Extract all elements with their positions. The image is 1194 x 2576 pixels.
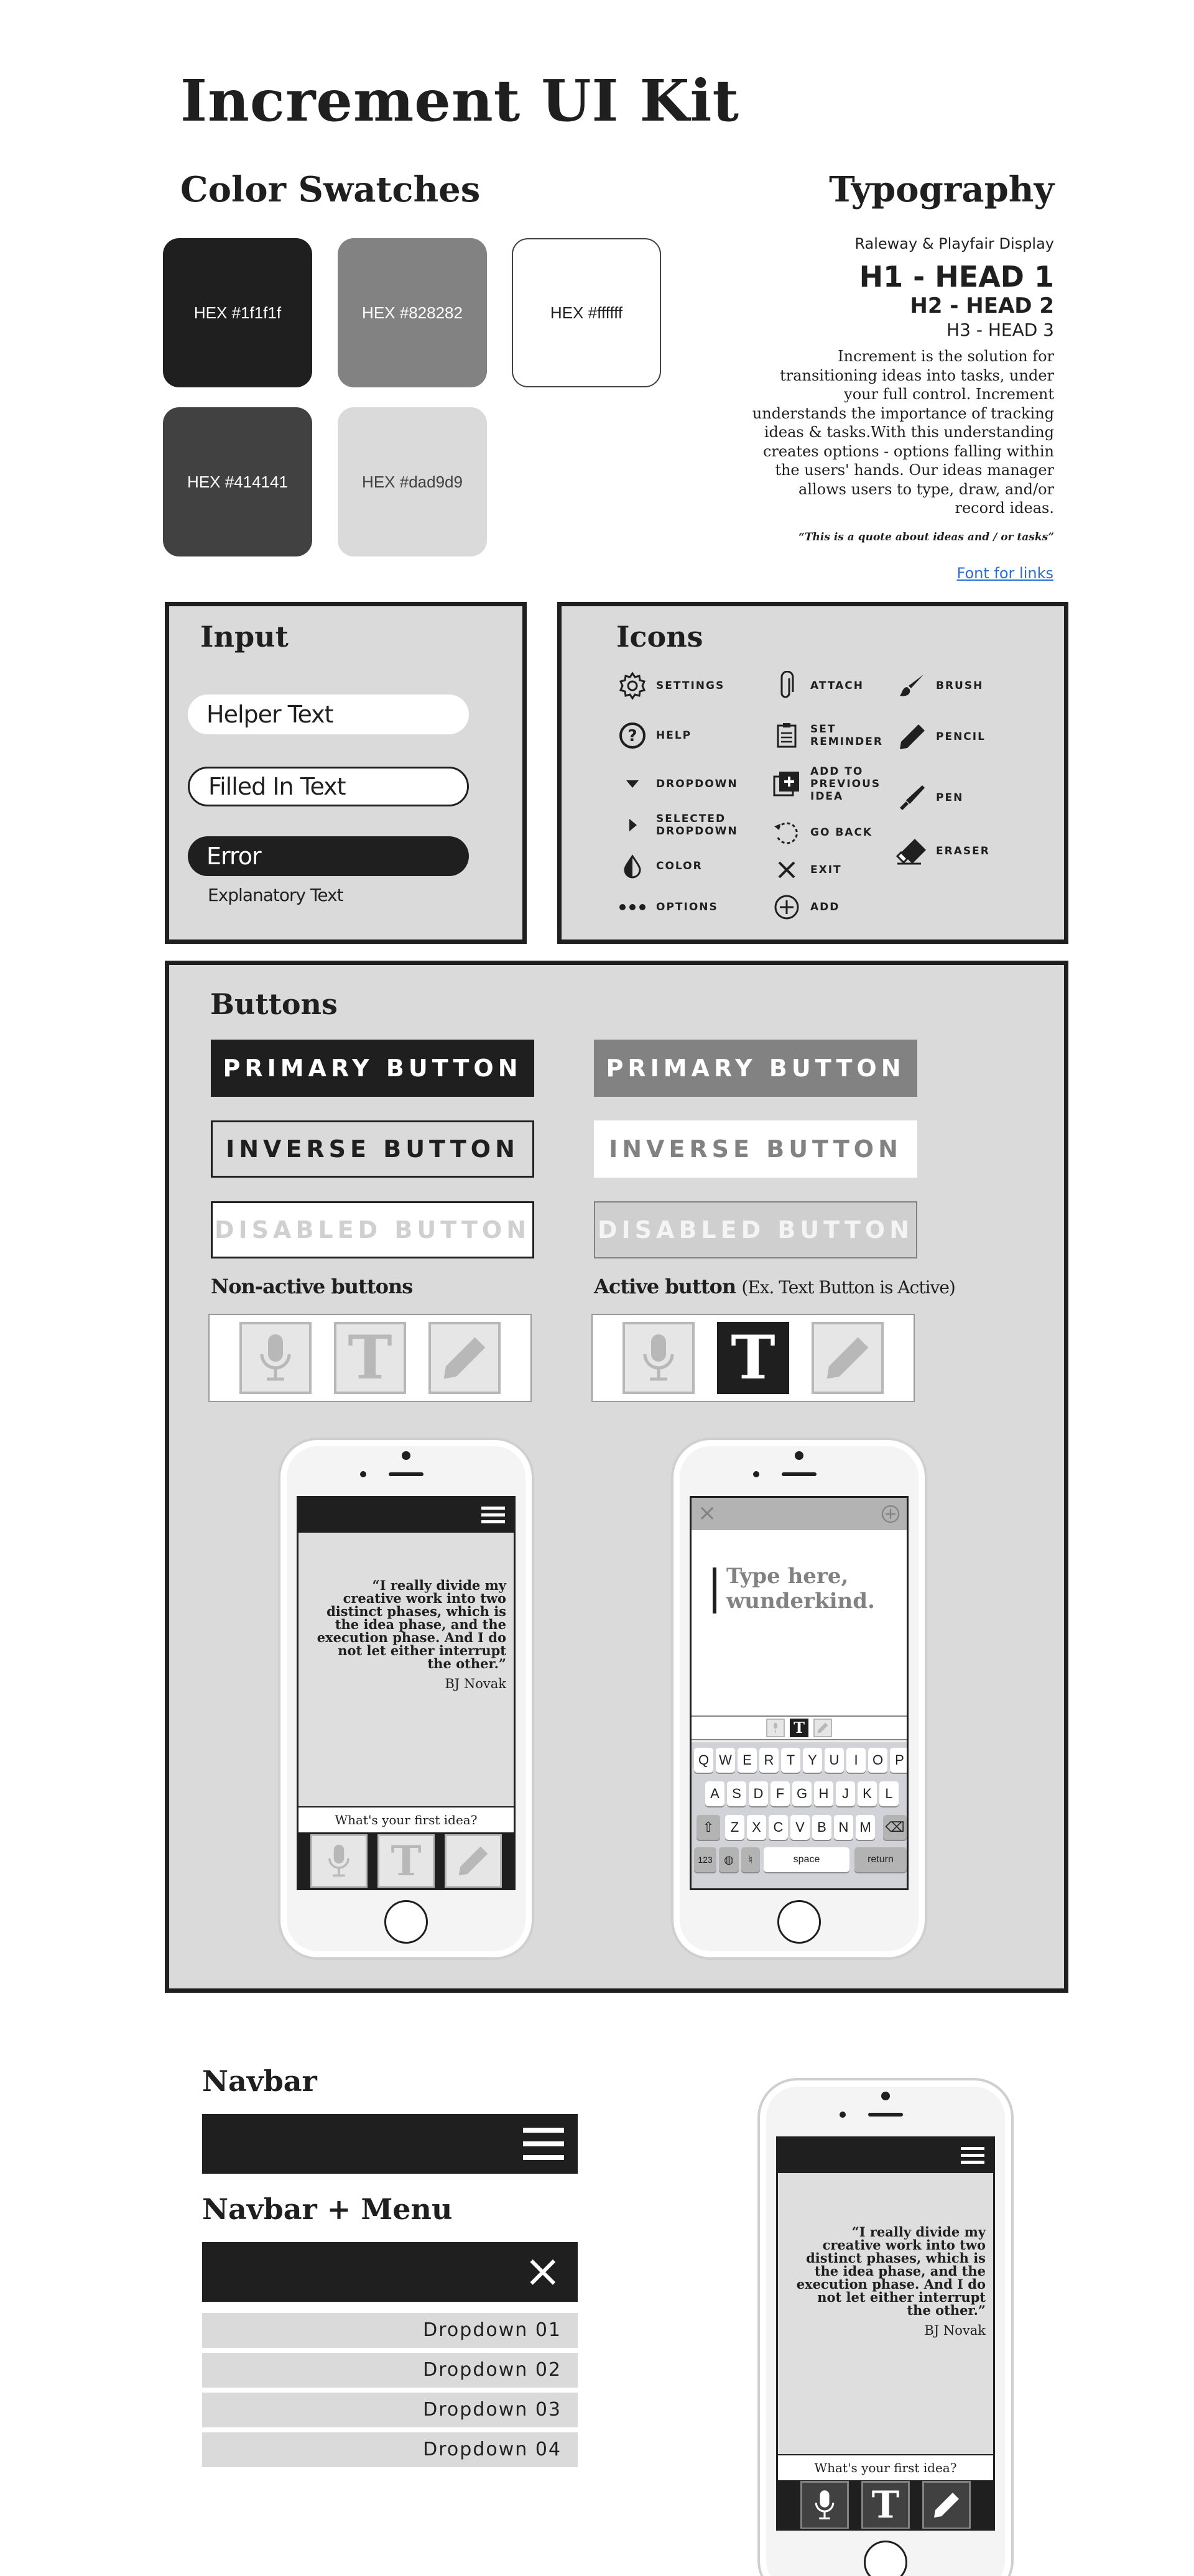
helper-text-input[interactable] [188,695,469,734]
quote-line: execution phase. And I do [796,2276,986,2292]
quote-line: the other.” [907,2302,986,2318]
icons-column-3 [895,668,990,869]
editor-placeholder[interactable] [726,1564,875,1613]
navbar-open [202,2242,578,2302]
draw-tool-button[interactable] [445,1834,502,1888]
icon-item [895,719,990,754]
text-tool-glyph: T [794,1719,805,1737]
draw-tool-button[interactable] [813,1719,832,1737]
phone-home-button[interactable] [384,1900,428,1944]
editor-tool-strip [692,1715,907,1740]
phone-tool-bar [778,2481,993,2529]
selected-dropdown-label: SELECTED DROPDOWN [656,813,738,838]
quote-author: BJ Novak [445,1676,506,1691]
selected-dropdown-icon[interactable] [615,808,650,843]
on-screen-keyboard [692,1742,907,1888]
navbar [202,2114,578,2174]
h1-sample: H1 - HEAD 1 [859,260,1054,293]
icon-item [895,668,990,703]
icon-item [615,718,738,753]
phone-speaker [782,1472,817,1476]
quote-line: execution phase. And I do [317,1630,506,1645]
shift-key[interactable]: ⇧ [696,1815,720,1840]
phone-camera [795,1451,803,1460]
quote-line: the idea phase, and the [814,2263,986,2279]
return-key[interactable]: return [854,1847,907,1872]
pen-label: PEN [936,792,964,804]
key-w[interactable]: W [716,1748,735,1773]
exit-icon[interactable] [769,852,804,887]
key-r[interactable]: R [759,1748,779,1773]
hamburger-icon[interactable] [961,2147,984,2164]
quote-line: distinct phases, which is [326,1604,506,1619]
disabled-button: DISABLED BUTTON [211,1201,534,1258]
active-note: (Ex. Text Button is Active) [741,1277,955,1298]
icon-item [769,852,883,887]
backspace-key[interactable]: ⌫ [883,1815,907,1840]
gear-icon[interactable] [615,668,650,703]
icon-item [615,808,738,843]
key-b[interactable]: B [812,1815,831,1840]
text-cursor [713,1567,716,1613]
quote-line: creative work into two [343,1590,506,1606]
draw-tool-button[interactable] [922,2481,971,2529]
quote-line: the idea phase, and the [335,1617,506,1632]
body-line: record ideas. [955,499,1054,517]
inverse-button[interactable]: INVERSE BUTTON [211,1120,534,1178]
text-tool-button-active[interactable] [790,1719,808,1737]
key-u[interactable]: U [825,1748,844,1773]
icon-item [615,767,738,801]
error-input[interactable] [188,836,469,876]
icon-item [615,890,738,925]
hamburger-icon[interactable] [481,1507,505,1524]
quote-text [797,2225,986,2337]
body-line: Increment is the solution for [838,348,1054,365]
key-l[interactable]: L [879,1781,899,1806]
idea-prompt[interactable]: What's your first idea? [778,2454,993,2481]
icon-item [769,890,883,925]
h3-sample: H3 - HEAD 3 [946,320,1054,340]
add-previous-icon[interactable] [769,767,804,801]
mic-key-icon[interactable]: ♮ [741,1847,760,1872]
icons-heading: Icons [616,620,703,653]
error-text: Error [206,843,261,870]
editor-toolbar [692,1498,907,1530]
active-label: Active button [594,1275,736,1298]
phone-screen [690,1496,909,1890]
primary-button[interactable]: PRIMARY BUTTON [211,1040,534,1097]
icon-item [769,815,883,850]
reminder-label: SET REMINDER [810,723,883,748]
icons-column-2 [769,668,883,925]
h2-sample: H2 - HEAD 2 [910,293,1054,318]
phone-camera [881,2092,890,2100]
text-tool-button-active[interactable] [717,1322,789,1394]
text-tool-glyph: T [731,1323,775,1393]
helper-text: Helper Text [206,701,333,728]
dropdown-item[interactable]: Dropdown 04 [202,2432,578,2467]
placeholder-line: Type here, [726,1564,849,1589]
key-y[interactable]: Y [803,1748,822,1773]
icon-item [769,668,883,703]
swatch-dadada: HEX #dad9d9 [338,407,487,556]
navbar [298,1498,514,1533]
key-p[interactable]: P [890,1748,909,1773]
mic-tool-button[interactable] [310,1834,368,1888]
key-a[interactable]: A [705,1781,724,1806]
phone-tool-bar [298,1834,514,1888]
draw-tool-button[interactable] [428,1322,501,1394]
text-tool-glyph: T [348,1323,392,1393]
disabled-button-alt: DISABLED BUTTON [594,1201,917,1258]
navbar-menu-heading: Navbar + Menu [202,2192,453,2226]
body-line: creates options - options falling within [762,442,1054,460]
quote-text [317,1579,506,1691]
nonactive-label: Non-active buttons [211,1275,413,1298]
quote-line: distinct phases, which is [806,2250,986,2266]
body-line: ideas & tasks.With this understanding [764,423,1054,441]
active-label-group [594,1275,955,1298]
key-z[interactable]: Z [725,1815,744,1840]
phone-speaker [389,1472,423,1476]
key-n[interactable]: N [834,1815,853,1840]
font-pair-label: Raleway & Playfair Display [854,235,1054,252]
icon-item [615,668,738,703]
key-f[interactable]: F [771,1781,790,1806]
key-h[interactable]: H [814,1781,833,1806]
explanatory-text: Explanatory Text [208,885,343,905]
key-e[interactable]: E [738,1748,757,1773]
text-tool-button[interactable] [334,1322,406,1394]
paperclip-icon[interactable] [769,668,804,703]
nonactive-tool-strip [208,1314,532,1402]
color-icon[interactable] [615,849,650,884]
body-line: your full control. Increment [844,385,1054,403]
input-panel [165,602,527,944]
text-tool-glyph: T [871,2483,900,2527]
draw-tool-button[interactable] [812,1322,884,1394]
add-previous-label: ADD TO PREVIOUS IDEA [810,765,881,803]
body-line: transitioning ideas into tasks, under [780,366,1054,384]
phone-editor-mockup [671,1438,927,1960]
key-x[interactable]: X [747,1815,766,1840]
color-swatches-heading: Color Swatches [180,169,481,210]
key-g[interactable]: G [792,1781,812,1806]
body-line: understands the importance of tracking [752,404,1054,422]
quote-line: “I really divide my [372,1577,506,1593]
close-icon[interactable]: × [524,2245,562,2297]
dropdown-item[interactable]: Dropdown 02 [202,2353,578,2388]
options-label: OPTIONS [656,901,718,913]
phone-sensor [840,2112,846,2118]
quote-line: “I really divide my [851,2224,986,2240]
input-heading: Input [200,620,289,653]
settings-label: SETTINGS [656,680,725,692]
swatch-ffffff: HEX #ffffff [512,238,661,387]
text-tool-glyph: T [391,1837,422,1885]
pen-icon[interactable] [895,780,930,815]
svg-text:?: ? [627,727,637,746]
buttons-heading: Buttons [210,987,338,1021]
help-icon[interactable] [615,718,650,753]
brush-label: BRUSH [936,680,984,692]
dropdown-item[interactable]: Dropdown 01 [202,2313,578,2348]
dropdown-icon[interactable] [615,767,650,801]
hamburger-icon[interactable] [523,2128,564,2160]
text-tool-button[interactable] [861,2481,910,2529]
numbers-key[interactable]: 123 [694,1847,716,1872]
dropdown-label: DROPDOWN [656,778,738,790]
phone-home-button[interactable] [864,2541,907,2576]
phone-navbar-mockup [757,2078,1014,2576]
link-sample[interactable]: Font for links [956,565,1053,582]
icon-item [615,849,738,884]
eraser-label: ERASER [936,845,990,857]
help-label: HELP [656,729,692,742]
key-s[interactable]: S [727,1781,746,1806]
body-line: allows users to type, draw, and/or [798,480,1054,498]
go-back-icon[interactable] [769,815,804,850]
phone-home-button[interactable] [777,1900,821,1944]
mic-tool-button[interactable] [239,1322,312,1394]
options-icon[interactable] [615,890,650,925]
space-key[interactable]: space [764,1847,849,1872]
key-o[interactable]: O [868,1748,887,1773]
key-i[interactable]: I [846,1748,866,1773]
key-d[interactable]: D [749,1781,768,1806]
body-line: the users' hands. Our ideas manager [775,461,1054,479]
phone-screen [297,1496,516,1890]
quote-line: the other.” [427,1656,506,1671]
buttons-panel [165,961,1068,1993]
key-q[interactable]: Q [694,1748,713,1773]
icon-item [895,780,990,815]
navbar-heading: Navbar [202,2064,317,2098]
typography-heading: Typography [829,169,1054,210]
dropdown-item[interactable]: Dropdown 03 [202,2393,578,2427]
body-sample [752,347,1054,518]
icon-item [769,718,883,753]
quote-sample: “This is a quote about ideas and / or tasks” [798,531,1054,543]
icons-column-1 [615,668,738,925]
text-tool-button[interactable] [377,1834,435,1888]
key-t[interactable]: T [781,1748,800,1773]
quote-author: BJ Novak [924,2323,986,2338]
quote-line: creative work into two [822,2237,986,2253]
reminder-icon[interactable] [769,718,804,753]
active-tool-strip [591,1314,915,1402]
key-v[interactable]: V [790,1815,810,1840]
swatch-414141: HEX #414141 [163,407,312,556]
key-j[interactable]: J [836,1781,855,1806]
pencil-label: PENCIL [936,731,986,743]
phone-sensor [753,1471,759,1477]
page-title: Increment UI Kit [180,67,739,134]
exit-label: EXIT [810,864,842,876]
quote-line: not let either interrupt [338,1643,506,1658]
phone-screen [776,2136,995,2531]
placeholder-line: wunderkind. [726,1589,875,1613]
primary-button-hover[interactable]: PRIMARY BUTTON [594,1040,917,1097]
quote-line: not let either interrupt [817,2289,986,2305]
close-icon[interactable]: × [698,1500,717,1526]
navbar [778,2138,993,2173]
icon-item [769,764,883,804]
attach-label: ATTACH [810,680,864,692]
mic-tool-button[interactable] [800,2481,849,2529]
filled-text: Filled In Text [208,773,346,800]
go-back-label: GO BACK [810,826,873,839]
globe-icon[interactable]: ◍ [719,1847,739,1872]
key-m[interactable]: M [856,1815,875,1840]
color-label: COLOR [656,860,703,872]
add-label: ADD [810,901,840,913]
eraser-icon[interactable] [895,834,930,869]
phone-camera [402,1451,410,1460]
idea-prompt[interactable]: What's your first idea? [298,1806,514,1834]
key-c[interactable]: C [769,1815,788,1840]
phone-sensor [360,1471,366,1477]
mic-tool-button[interactable] [766,1719,785,1737]
swatch-1f1f1f: HEX #1f1f1f [163,238,312,387]
brush-icon[interactable] [895,668,930,703]
swatch-828282: HEX #828282 [338,238,487,387]
phone-quote-mockup [278,1438,534,1960]
mic-tool-button[interactable] [622,1322,695,1394]
icon-item [895,834,990,869]
phone-speaker [868,2113,903,2117]
icons-panel [557,602,1068,944]
inverse-button-hover[interactable]: INVERSE BUTTON [594,1120,917,1178]
filled-input[interactable] [188,767,469,806]
pencil-icon[interactable] [895,719,930,754]
add-icon[interactable] [769,890,804,925]
key-k[interactable]: K [858,1781,877,1806]
add-icon[interactable] [881,1504,900,1527]
